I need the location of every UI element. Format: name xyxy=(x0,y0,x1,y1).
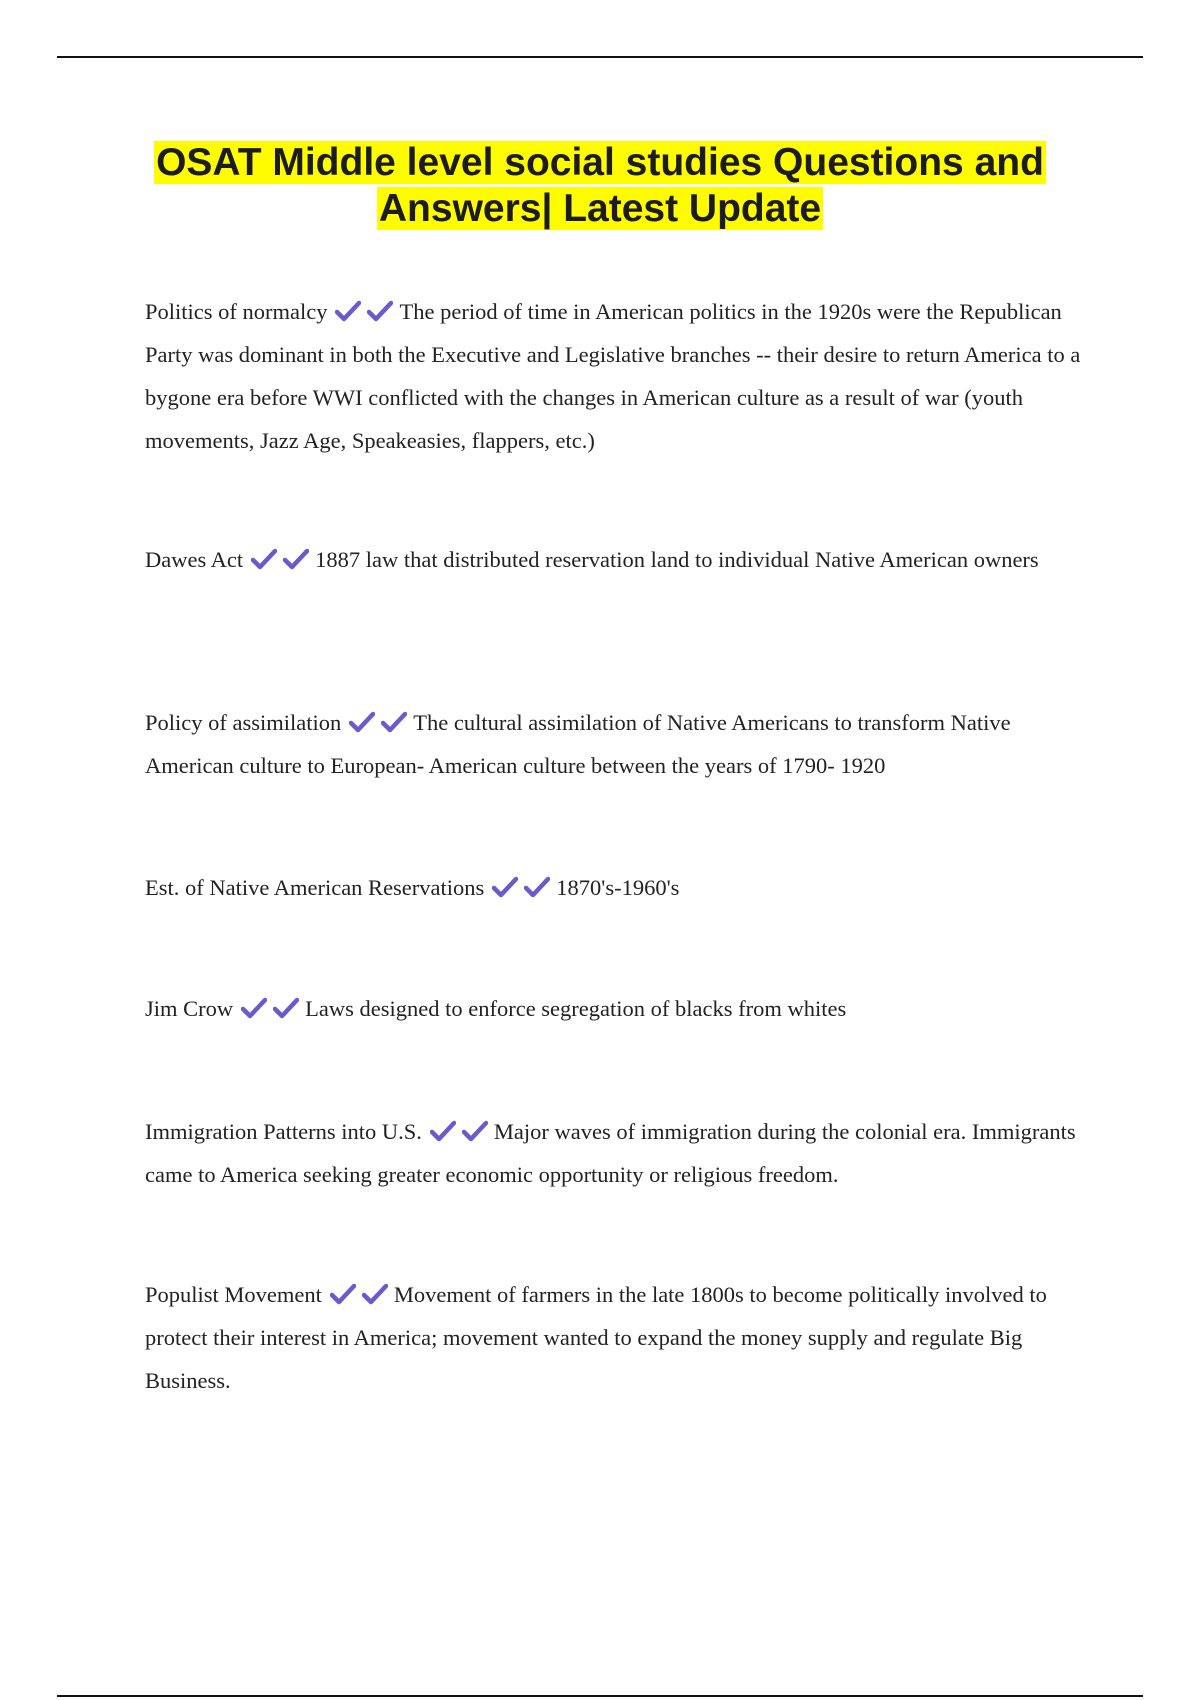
qa-term: Policy of assimilation xyxy=(145,710,342,735)
check-icon xyxy=(335,300,361,322)
top-rule xyxy=(57,56,1143,58)
qa-answer: Movement of farmers in the late 1800s to become politically involved to protect their interest in America; movement wanted to expand the money supply and regulate Big Business. xyxy=(145,1282,1047,1393)
qa-answer: 1870's-1960's xyxy=(556,875,680,900)
qa-term: Est. of Native American Reservations xyxy=(145,875,485,900)
qa-item-1 xyxy=(145,290,1095,462)
check-icon xyxy=(283,548,309,570)
check-icon xyxy=(430,1120,456,1142)
check-icon xyxy=(462,1120,488,1142)
check-icon xyxy=(524,876,550,898)
check-icon xyxy=(362,1283,388,1305)
qa-term: Dawes Act xyxy=(145,547,244,572)
check-icon xyxy=(367,300,393,322)
qa-answer: Major waves of immigration during the colonial era. Immigrants came to America seeking greater economic opportunity or religious freedom. xyxy=(145,1119,1076,1187)
title-line-1: OSAT Middle level social studies Questions and xyxy=(156,141,1044,184)
qa-answer: 1887 law that distributed reservation land to individual Native American owners xyxy=(315,547,1039,572)
qa-term: Immigration Patterns into U.S. xyxy=(145,1119,422,1144)
title-block xyxy=(100,140,1100,232)
check-icon xyxy=(251,548,277,570)
check-icon xyxy=(492,876,518,898)
qa-item-2 xyxy=(145,538,1095,581)
check-icon xyxy=(273,997,299,1019)
qa-item-4 xyxy=(145,866,1095,909)
qa-answer: The cultural assimilation of Native Americans to transform Native American culture to European- American culture between the years of 1790- 1920 xyxy=(145,710,1011,778)
check-icon xyxy=(241,997,267,1019)
qa-item-7 xyxy=(145,1273,1095,1402)
qa-term: Jim Crow xyxy=(145,996,234,1021)
qa-answer: Laws designed to enforce segregation of blacks from whites xyxy=(305,996,847,1021)
title-line-2: Answers| Latest Update xyxy=(378,187,822,230)
check-icon xyxy=(381,711,407,733)
qa-item-3 xyxy=(145,701,1095,787)
check-icon xyxy=(330,1283,356,1305)
qa-answer: The period of time in American politics in the 1920s were the Republican Party was dominant in both the Executive and Legislative branches -- their desire to return America to a bygone era before WWI conflicted with the changes in American culture as a result of war (youth movements, Jazz Age, Speakeasies, flappers, etc.) xyxy=(145,299,1081,453)
bottom-rule xyxy=(57,1695,1143,1697)
qa-term: Populist Movement xyxy=(145,1282,322,1307)
qa-item-6 xyxy=(145,1110,1095,1196)
check-icon xyxy=(349,711,375,733)
qa-term: Politics of normalcy xyxy=(145,299,328,324)
qa-item-5 xyxy=(145,987,1095,1030)
page-title xyxy=(100,140,1100,232)
